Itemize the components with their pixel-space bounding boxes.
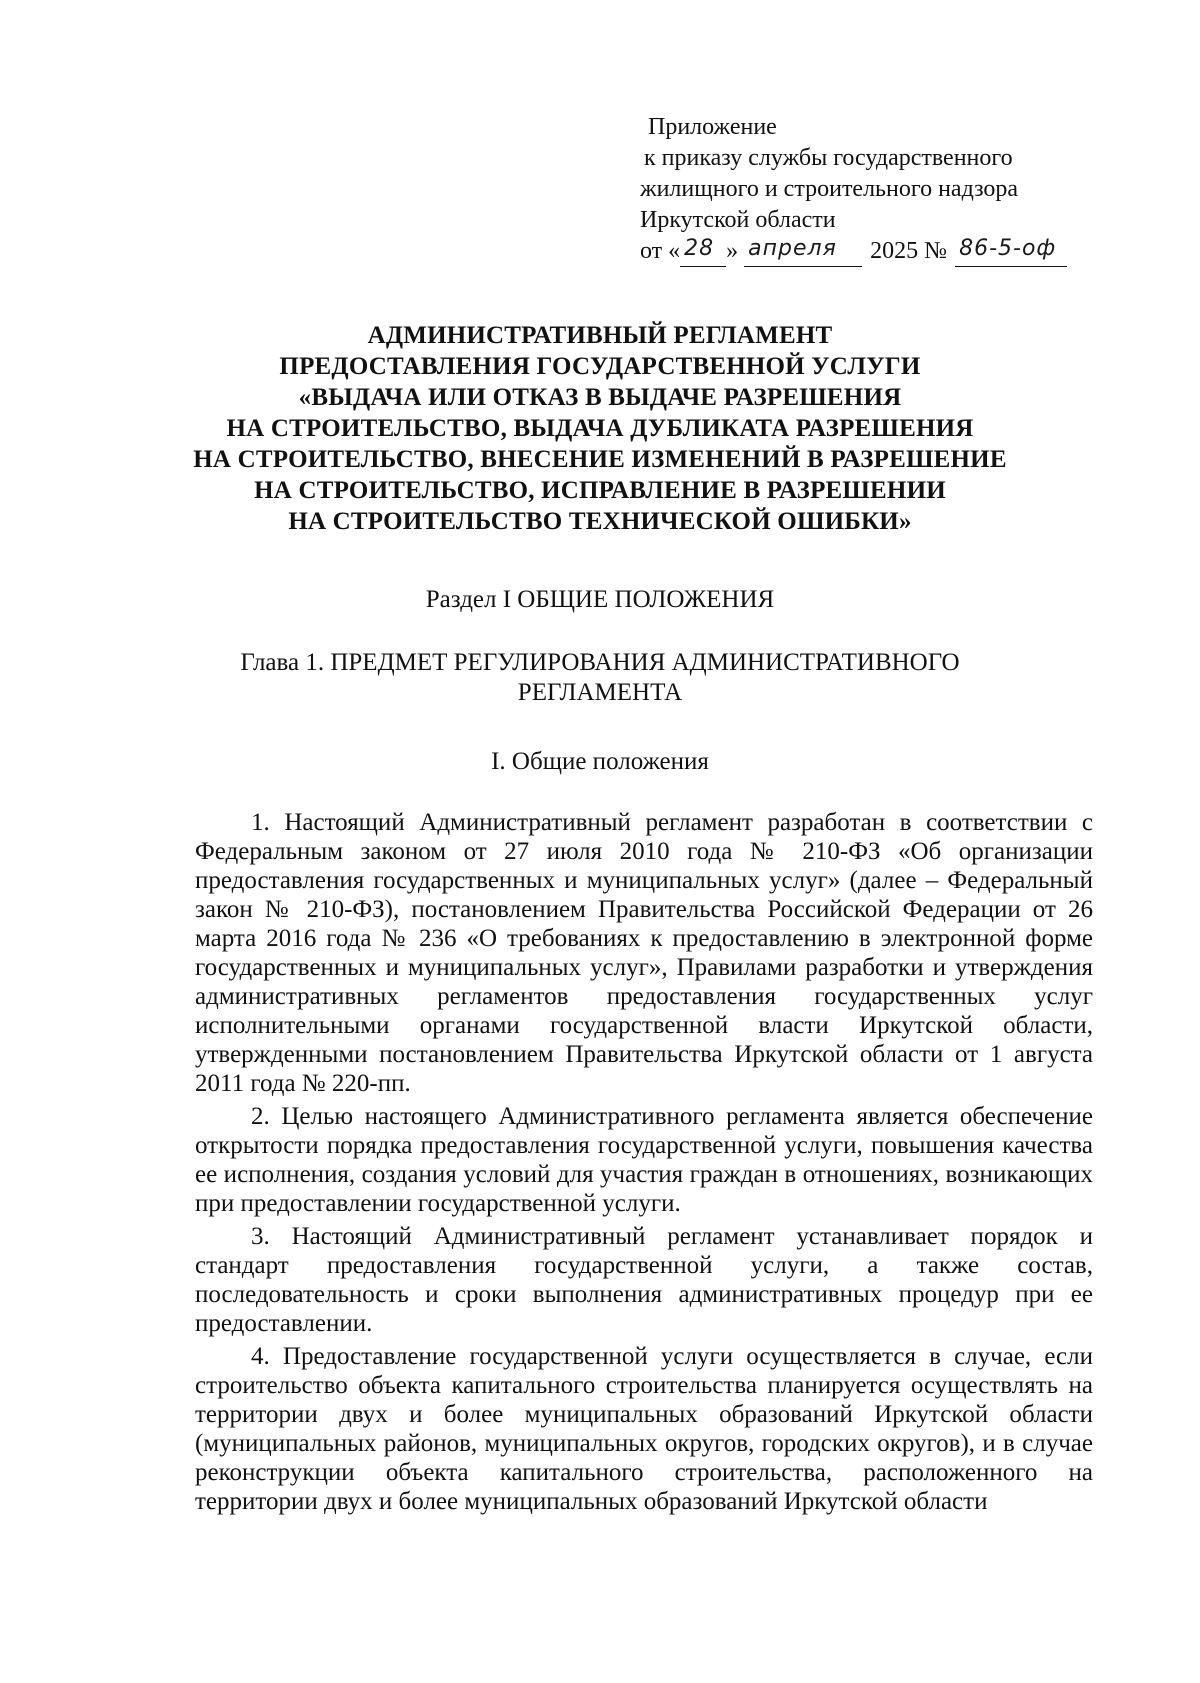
handwritten-number: 86-5-оф xyxy=(959,236,1057,261)
appendix-block xyxy=(640,112,1100,267)
date-mid: » xyxy=(726,238,739,264)
handwritten-month: апреля xyxy=(748,236,837,261)
chapter-heading xyxy=(60,648,1140,708)
appendix-line: Иркутской области xyxy=(640,207,836,233)
title-line: НА СТРОИТЕЛЬСТВО, ИСПРАВЛЕНИЕ В РАЗРЕШЕНИИ xyxy=(254,477,946,504)
date-year: 2025 № xyxy=(870,238,948,264)
title-line: «ВЫДАЧА ИЛИ ОТКАЗ В ВЫДАЧЕ РАЗРЕШЕНИЯ xyxy=(298,384,902,411)
title-line: НА СТРОИТЕЛЬСТВО ТЕХНИЧЕСКОЙ ОШИБКИ» xyxy=(288,508,912,535)
appendix-line: жилищного и строительного надзора xyxy=(640,176,1019,202)
title-line: ПРЕДОСТАВЛЕНИЯ ГОСУДАРСТВЕННОЙ УСЛУГИ xyxy=(279,353,921,380)
appendix-line: к приказу службы государственного xyxy=(644,145,1013,171)
chapter-heading-line: РЕГЛАМЕНТА xyxy=(517,679,683,706)
appendix-line: Приложение xyxy=(648,114,777,140)
section-heading: Раздел I ОБЩИЕ ПОЛОЖЕНИЯ xyxy=(425,586,775,613)
title-line: НА СТРОИТЕЛЬСТВО, ВНЕСЕНИЕ ИЗМЕНЕНИЙ В РАЗРЕШЕНИЕ xyxy=(193,446,1007,473)
date-prefix: от « xyxy=(640,238,681,264)
handwritten-day: 28 xyxy=(684,236,715,261)
paragraph: 2. Целью настоящего Административного регламента является обеспечение открытости порядка предоставления государственной услуги, повышения качества ее исполнения, создания условий для участия граждан в отношениях, возникающих при предоставлении государственной услуги. xyxy=(195,1103,1093,1217)
order-number-field xyxy=(955,236,1067,267)
subsection-heading: I. Общие положения xyxy=(491,748,709,775)
title-line: АДМИНИСТРАТИВНЫЙ РЕГЛАМЕНТ xyxy=(367,322,833,349)
paragraph: 3. Настоящий Административный регламент устанавливает порядок и стандарт предоставления государственной услуги, а также состав, последовательность и сроки выполнения административных процедур при ее предоставлении. xyxy=(195,1223,1093,1337)
title-line: НА СТРОИТЕЛЬСТВО, ВЫДАЧА ДУБЛИКАТА РАЗРЕШЕНИЯ xyxy=(226,415,974,442)
chapter-heading-line: Глава 1. ПРЕДМЕТ РЕГУЛИРОВАНИЯ АДМИНИСТРАТИВНОГО xyxy=(240,649,960,676)
paragraph: 4. Предоставление государственной услуги осуществляется в случае, если строительство объекта капитального строительства планируется осуществлять на территории двух и более муниципальных образований Иркутской области (муниципальных районов, муниципальных округов, городских округов), и в случае реконструкции объекта капитального строительства, расположенного на территории двух и более муниципальных образований Иркутской области xyxy=(195,1343,1093,1515)
appendix-date-line xyxy=(640,236,1100,267)
date-month-field xyxy=(744,236,862,267)
document-body xyxy=(195,808,1093,1520)
document-title xyxy=(60,320,1140,537)
date-day-field xyxy=(680,236,726,267)
paragraph: 1. Настоящий Административный регламент разработан в соответствии с Федеральным законом от 27 июля 2010 года № 210-ФЗ «Об организации предоставления государственных и муниципальных услуг» (далее – Федеральный закон № 210-ФЗ), постановлением Правительства Российской Федерации от 26 марта 2016 года № 236 «О требованиях к предоставлению в электронной форме государственных и муниципальных услуг», Правилами разработки и утверждения административных регламентов предоставления государственных услуг исполнительными органами государственной власти Иркутской области, утвержденными постановлением Правительства Иркутской области от 1 августа 2011 года № 220-пп. xyxy=(195,809,1093,1097)
